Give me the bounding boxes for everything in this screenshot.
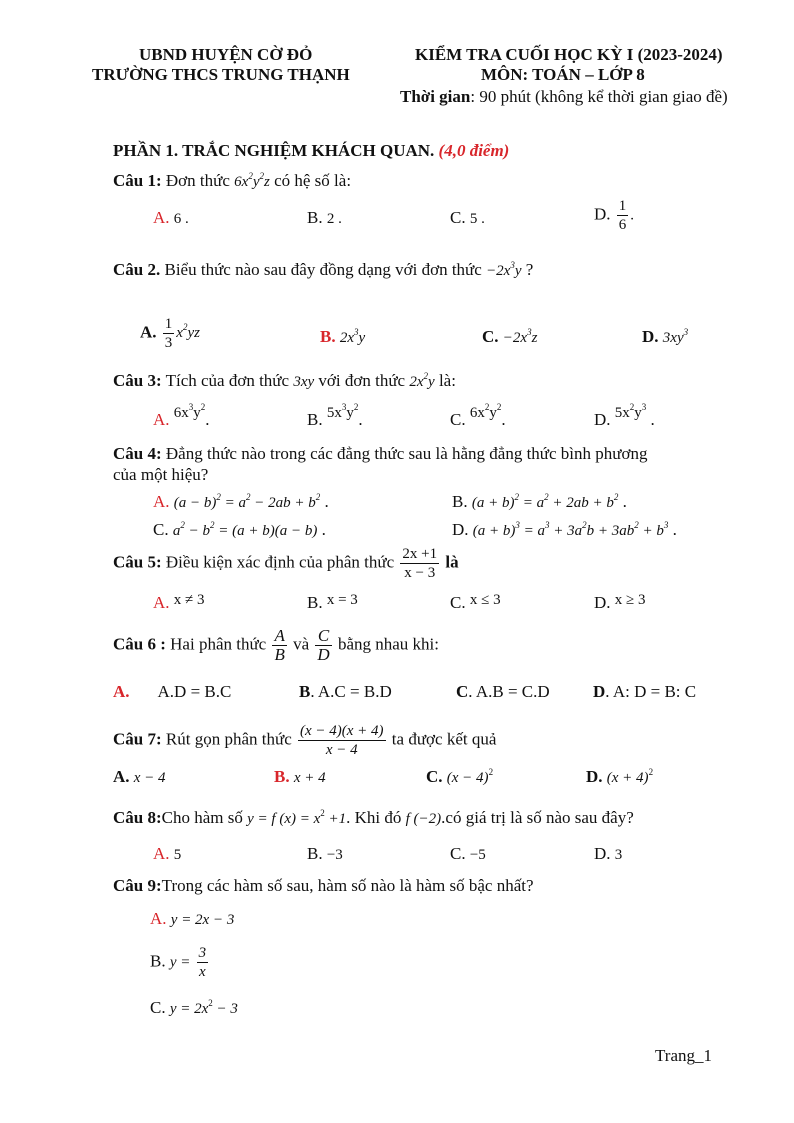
option-letter: A. (150, 909, 167, 928)
option-value: 3 (614, 847, 623, 863)
option-d[interactable]: D. $3xy^3$ (642, 327, 689, 346)
school-district: UBND HUYỆN CỜ ĐỎ (139, 45, 313, 64)
option-value: x + 4 (293, 770, 326, 786)
option-b[interactable] (307, 593, 358, 613)
option-letter: B. (307, 593, 323, 612)
page-number: Trang_1 (655, 1046, 712, 1065)
option-c[interactable]: C. $-2x^3z$ (482, 327, 538, 346)
question-label: Câu 7: (113, 729, 162, 749)
question-label: Câu 9: (113, 876, 162, 895)
option-a[interactable] (153, 844, 181, 864)
option-letter: C. (150, 998, 166, 1017)
option-c[interactable]: C. $y = 2x^2 - 3$ (150, 998, 238, 1017)
option-letter: C. (450, 844, 466, 863)
question-4-line2: của một hiệu? (113, 465, 209, 484)
question-text: Rút gọn phân thức (161, 729, 296, 749)
option-c[interactable] (450, 844, 486, 864)
option-letter: C. (450, 410, 466, 429)
question-4 (113, 444, 647, 464)
option-letter: D. (594, 844, 611, 863)
question-text: là (445, 552, 459, 572)
option-c[interactable] (456, 682, 550, 702)
option-value: A.D = B.C (157, 682, 232, 701)
question-text: Hai phân thức (165, 634, 271, 654)
option-letter: C. (450, 593, 466, 612)
question-text: Đơn thức (161, 171, 235, 190)
question-9 (113, 876, 534, 896)
option-letter: D. (452, 520, 469, 539)
option-a[interactable] (150, 909, 234, 929)
option-a[interactable] (153, 208, 189, 228)
question-text: bằng nhau khi: (333, 634, 439, 654)
question-label: Câu 3: (113, 371, 162, 390)
option-letter: A. (113, 682, 130, 701)
option-letter: A. (113, 767, 130, 786)
question-text: ta được kết quả (387, 729, 497, 749)
question-7 (113, 722, 496, 759)
fraction: $\frac{A}{B}$ (274, 626, 285, 664)
section-points: (4,0 điểm) (438, 141, 510, 160)
option-value: y = 2x (169, 1001, 209, 1017)
option-b[interactable] (307, 208, 342, 228)
fraction: $\frac{1}{3}$ (164, 316, 173, 351)
fraction: $\frac{C}{D}$ (317, 626, 330, 664)
option-a[interactable] (113, 682, 231, 702)
option-letter: B. (307, 844, 323, 863)
option-value: . A: D = B: C (605, 682, 697, 701)
question-8: Câu 8:Cho hàm số y = f $(x) = x^2 +1$. Khi đó f (−2).có giá trị là số nào sau đây? (113, 808, 634, 827)
option-letter: C. (450, 208, 466, 227)
question-6 (113, 627, 439, 664)
option-letter: C. (153, 520, 169, 539)
option-value: x = 3 (326, 592, 358, 608)
question-text: với đơn thức (314, 371, 410, 390)
option-value: 5 . (469, 211, 485, 227)
question-label: Câu 5: (113, 552, 162, 572)
question-text: Trong các hàm số sau, hàm số nào là hàm số bậc nhất? (161, 876, 534, 895)
option-value: x − 4 (133, 770, 166, 786)
option-a[interactable]: A. $(a - b)^2 = a^2 - 2ab + b^2$ . (153, 492, 329, 511)
option-d[interactable] (594, 593, 646, 613)
question-label: Câu 6 : (113, 634, 166, 654)
option-letter: B. (150, 951, 166, 971)
time-value: : 90 phút (không kể thời gian giao đề) (470, 87, 728, 106)
option-letter: A. (153, 492, 170, 511)
question-text: .có giá trị là số nào sau đây? (441, 808, 634, 827)
option-value: (x − 4) (446, 770, 489, 786)
option-a[interactable] (113, 767, 166, 787)
question-2 (113, 260, 533, 280)
question-text: Cho hàm số (161, 808, 248, 827)
option-b[interactable] (307, 844, 343, 864)
option-letter: B. (274, 767, 290, 786)
question-1 (113, 171, 351, 191)
option-value: (x + 4) (606, 770, 649, 786)
option-letter: D (593, 682, 606, 701)
option-d[interactable]: D. $5x^2y^3$ . (594, 402, 655, 429)
option-letter: B. (452, 492, 468, 511)
option-letter: B. (307, 208, 323, 227)
fraction: $\frac{3}{x}$ (198, 945, 207, 980)
option-b[interactable]: B. $2x^3y$ (320, 327, 366, 346)
option-b[interactable]: B. $5x^3y^2$. (307, 402, 363, 429)
question-text: Điều kiện xác định của phân thức (161, 552, 399, 572)
option-value: 2 . (326, 211, 342, 227)
exam-subject: MÔN: TOÁN – LỚP 8 (481, 65, 645, 84)
option-value: x ≥ 3 (614, 592, 646, 608)
option-c[interactable]: C. $(x - 4)^2$ (426, 767, 494, 786)
question-label: Câu 2. (113, 260, 161, 279)
option-a[interactable]: A. $\frac{1}{3}$ $x^2yz$ (140, 316, 200, 351)
option-letter: A. (153, 844, 170, 863)
math-expression: y = f (x) = x (247, 811, 321, 827)
option-a[interactable]: A. $6x^3y^2$. (153, 402, 210, 429)
question-label: Câu 1: (113, 171, 162, 190)
fraction: $\frac{1}{6}$ (618, 198, 627, 233)
option-c[interactable] (450, 593, 501, 613)
question-text: là: (434, 371, 456, 390)
question-label: Câu 8: (113, 808, 162, 827)
option-c[interactable]: C. $a^2 - b^2 = (a + b)(a - b)$ . (153, 520, 326, 539)
option-letter: A. (153, 208, 170, 227)
question-text: ? (521, 260, 534, 279)
option-d[interactable]: D. $(a + b)^3 = a^3 + 3a^2b + 3ab^2 + b^3$ . (452, 520, 677, 539)
option-value: 6 . (173, 211, 189, 227)
option-value: . A.B = C.D (468, 682, 550, 701)
option-value: x ≠ 3 (173, 592, 205, 608)
option-a[interactable] (153, 593, 205, 613)
option-letter: C. (482, 327, 499, 346)
option-d[interactable]: D. $(x + 4)^2$ (586, 767, 654, 786)
option-value: x ≤ 3 (469, 592, 501, 608)
option-b[interactable] (150, 944, 210, 981)
question-text: và (288, 634, 314, 654)
option-d[interactable] (593, 682, 696, 702)
fraction: $\frac{2x +1}{x - 3}$ (402, 546, 438, 581)
math-expression: $-2x^3y$ (486, 260, 522, 279)
option-b[interactable] (274, 767, 326, 787)
option-letter: B. (320, 327, 336, 346)
option-value: . A.C = B.D (310, 682, 392, 701)
option-letter: A. (140, 322, 157, 342)
option-letter: D. (594, 204, 611, 224)
option-letter: A. (153, 593, 170, 612)
exam-title: KIỂM TRA CUỐI HỌC KỲ I (2023-2024) (415, 45, 723, 64)
option-letter: B. (307, 410, 323, 429)
fraction: $\frac{(x - 4)(x + 4)}{x - 4}$ (300, 723, 384, 758)
option-value: y = (169, 954, 191, 971)
option-d[interactable] (594, 844, 622, 864)
option-letter: D. (594, 410, 611, 429)
school-name: TRƯỜNG THCS TRUNG THẠNH (92, 65, 350, 84)
option-b[interactable]: B. $(a + b)^2 = a^2 + 2ab + b^2$ . (452, 492, 627, 511)
section-heading: PHẦN 1. TRẮC NGHIỆM KHÁCH QUAN. (113, 141, 435, 160)
option-letter: A. (153, 410, 170, 429)
question-text: Đẳng thức nào trong các đẳng thức sau là hằng đẳng thức bình phương (161, 444, 648, 463)
question-label: Câu 4: (113, 444, 162, 463)
question-text: Tích của đơn thức (161, 371, 294, 390)
question-text: Biểu thức nào sau đây đồng dạng với đơn thức (160, 260, 487, 279)
option-letter: C. (426, 767, 443, 786)
exam-time (400, 87, 728, 107)
option-c[interactable]: C. $6x^2y^2$. (450, 402, 506, 429)
question-text: có hệ số là: (269, 171, 352, 190)
time-label: Thời gian (400, 87, 471, 106)
math-expression: $6x^2y^2z$ (234, 171, 270, 190)
option-value: y = 2x − 3 (170, 912, 235, 928)
option-letter: B (299, 682, 311, 701)
option-value: 5 (173, 847, 182, 863)
math-expression: f (−2) (405, 811, 442, 827)
question-5 (113, 545, 459, 582)
option-c[interactable] (450, 208, 485, 228)
question-3: Câu 3: Tích của đơn thức 3xy với đơn thức $2x^2y$ là: (113, 371, 456, 390)
option-letter: D. (586, 767, 603, 786)
question-text: . Khi đó (346, 808, 406, 827)
option-value: −5 (469, 847, 486, 863)
option-letter: D. (642, 327, 659, 346)
option-letter: D. (594, 593, 611, 612)
option-b[interactable] (299, 682, 392, 702)
section-title (113, 141, 509, 161)
option-value: −3 (326, 847, 343, 863)
option-letter: C (456, 682, 469, 701)
option-d[interactable]: D. $\frac{1}{6}$ . (594, 198, 635, 233)
